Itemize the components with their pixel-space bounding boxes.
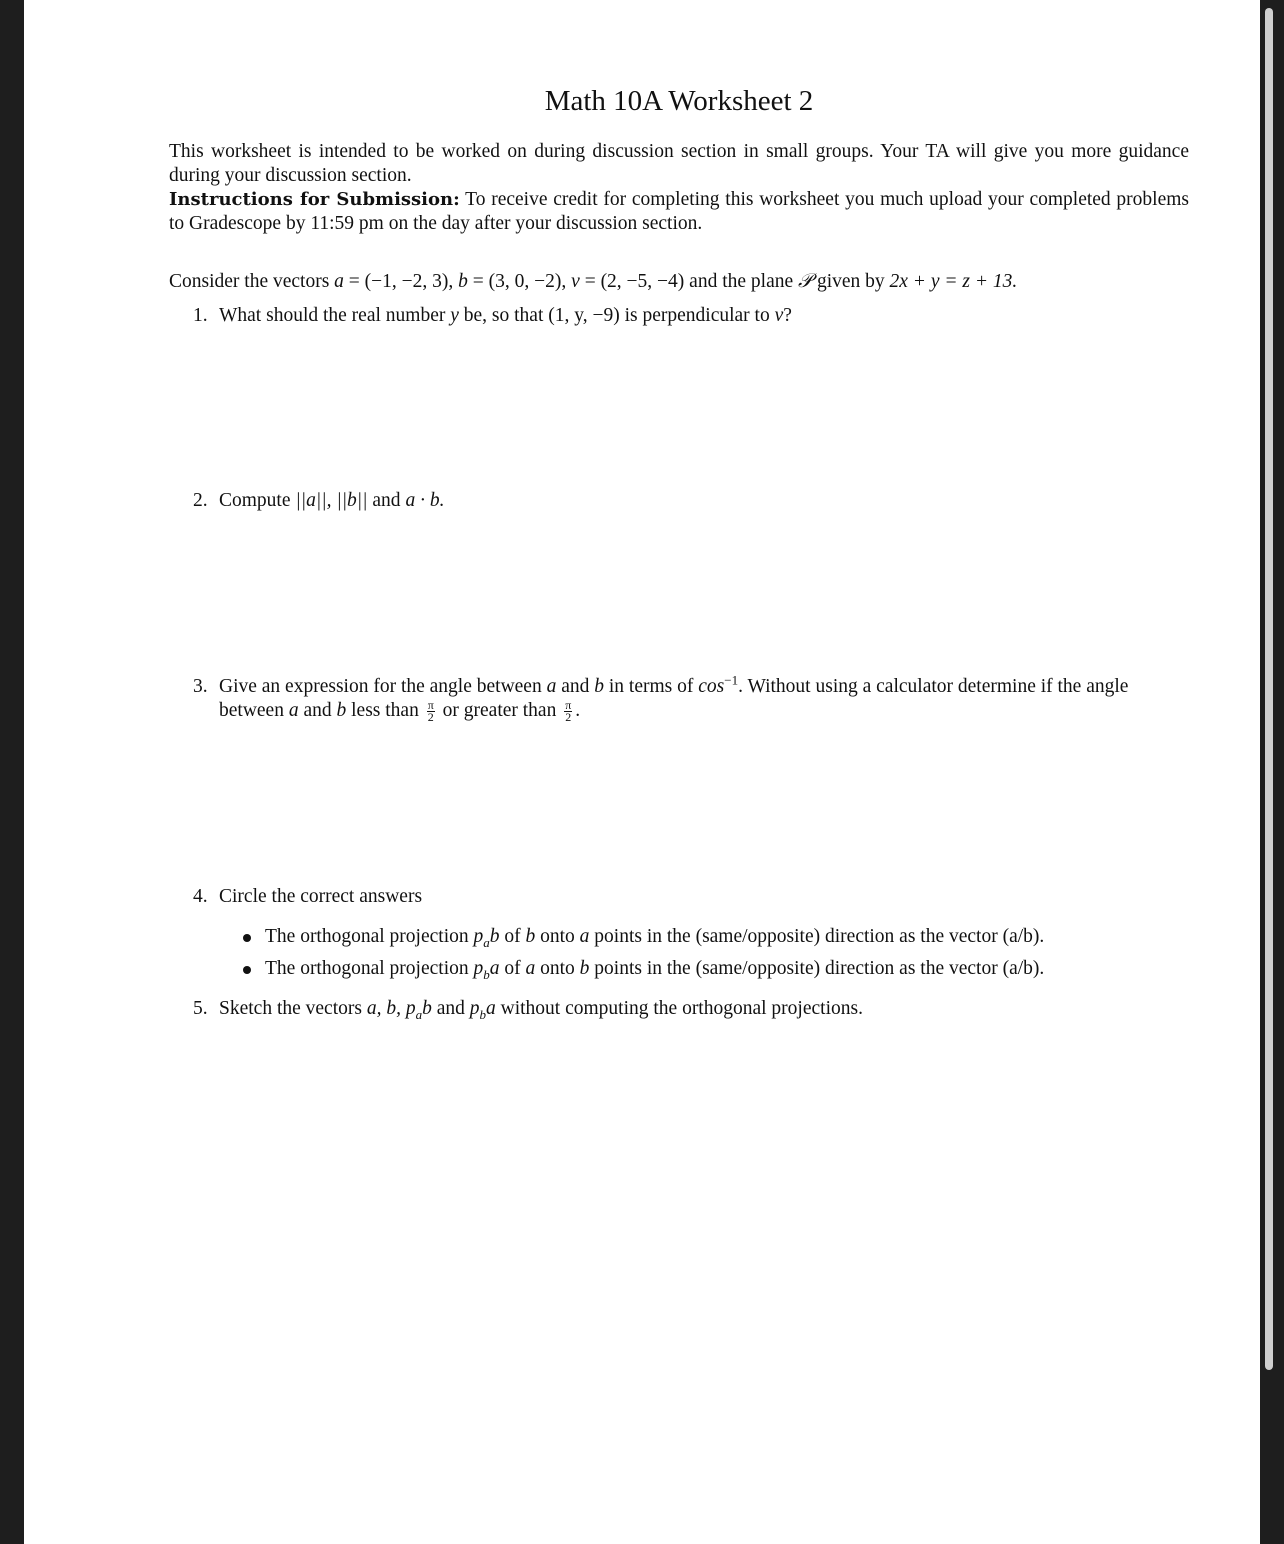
- math-var: a: [546, 676, 557, 697]
- problem-item: [169, 489, 1189, 675]
- vector-v-name: v: [571, 271, 580, 292]
- fraction-denominator: 2: [565, 710, 572, 725]
- math-subscript: a: [415, 1006, 423, 1022]
- math-subscript: a: [483, 934, 490, 950]
- problem-text: . Without using a calculator determine if the angle between: [219, 676, 1129, 721]
- fraction-numerator: π: [565, 698, 572, 713]
- intro-block: [169, 140, 1189, 236]
- problem-text: is perpendicular to: [624, 305, 770, 326]
- math-subscript: b: [479, 1006, 486, 1022]
- instructions-label: Instructions for Submission:: [169, 189, 460, 210]
- problem-item: [169, 997, 1189, 1021]
- intro-paragraph: This worksheet is intended to be worked on during discussion section in small groups. Your TA will give you more guidance during your discussion section.: [169, 141, 1189, 186]
- vector-a-name: a: [334, 271, 344, 292]
- math-cos: cos: [698, 676, 725, 697]
- vector-b-value: (3, 0, −2): [488, 271, 562, 292]
- answer-choice: (a/b).: [1002, 926, 1045, 947]
- problem-text: in terms of: [608, 676, 694, 697]
- punctuation: .: [575, 700, 581, 721]
- math-var: a: [486, 998, 496, 1019]
- problem-text: be, so that: [463, 305, 544, 326]
- math-proj: p: [473, 926, 484, 947]
- plane-equation: 2x + y = z + 13.: [889, 271, 1018, 292]
- problem-text: and: [303, 700, 332, 721]
- page-title: Math 10A Worksheet 2: [544, 85, 814, 117]
- answer-choice: (a/b).: [1002, 958, 1045, 979]
- vector-v-value: (2, −5, −4): [600, 271, 685, 292]
- problem-number: 2.: [193, 490, 208, 511]
- problem-text: without computing the orthogonal projections.: [500, 998, 863, 1019]
- math-exponent: −1: [724, 672, 739, 688]
- instructions-paragraph: [169, 188, 1189, 236]
- problem-text: Give an expression for the angle between: [219, 676, 542, 697]
- document-page: [24, 0, 1260, 1544]
- problem-number: 1.: [193, 305, 208, 326]
- problem-number: 4.: [193, 886, 208, 907]
- math-var: a: [489, 958, 500, 979]
- problem-text: What should the real number: [219, 305, 446, 326]
- consider-prefix: Consider the vectors: [169, 271, 330, 292]
- math-var: b: [579, 958, 590, 979]
- math-var: a: [288, 700, 299, 721]
- math-norm: ||a||,: [295, 490, 332, 511]
- vector-b-name: b: [458, 271, 468, 292]
- bullet-text: onto: [540, 958, 575, 979]
- bullet-text: points in the (same/opposite) direction as the vector: [594, 926, 998, 947]
- math-var: a: [579, 926, 590, 947]
- math-var: b: [594, 676, 604, 697]
- problem-item: [169, 885, 1189, 981]
- vector-a-value: (−1, −2, 3): [364, 271, 449, 292]
- math-subscript: b: [483, 966, 490, 982]
- bullet-item: [219, 925, 1189, 949]
- scrollbar-thumb[interactable]: [1265, 8, 1273, 1370]
- bullet-text: points in the (same/opposite) direction as the vector: [594, 958, 998, 979]
- problem-item: [169, 304, 1189, 489]
- problem-text: Sketch the vectors: [219, 998, 362, 1019]
- bullet-dot: [243, 934, 251, 942]
- fraction-pi-over-2: [564, 700, 572, 723]
- plane-name: 𝒫: [798, 271, 813, 292]
- math-norm: ||b||: [336, 490, 368, 511]
- bullet-text: The orthogonal projection: [265, 958, 469, 979]
- problem-text: Compute: [219, 490, 291, 511]
- bullet-dot: [243, 966, 251, 974]
- math-proj: p: [405, 998, 416, 1019]
- math-var: b: [422, 998, 432, 1019]
- problem-number: 5.: [193, 998, 208, 1019]
- math-var: a: [525, 958, 536, 979]
- problem-text: less than: [351, 700, 419, 721]
- bullet-list: [219, 925, 1189, 981]
- plane-text: and the plane: [689, 271, 794, 292]
- math-dot-product: a · b.: [405, 490, 445, 511]
- fraction-numerator: π: [427, 698, 434, 713]
- bullet-text: of: [504, 958, 521, 979]
- problem-number: 3.: [193, 676, 208, 697]
- punctuation: ?: [783, 305, 792, 326]
- math-proj: p: [473, 958, 484, 979]
- bullet-item: [219, 957, 1189, 981]
- problem-text: and: [372, 490, 401, 511]
- problem-text: and: [561, 676, 590, 697]
- problem-text: Circle the correct answers: [219, 886, 423, 907]
- math-var: b: [525, 926, 536, 947]
- bullet-text: onto: [540, 926, 575, 947]
- problem-item: [169, 672, 1189, 885]
- problem-text: or greater than: [442, 700, 557, 721]
- plane-given: given by: [816, 271, 885, 292]
- math-var-list: a, b,: [366, 998, 401, 1019]
- math-var: b: [336, 700, 347, 721]
- worksheet-content: [169, 84, 1189, 1021]
- math-proj: p: [469, 998, 480, 1019]
- math-var: y: [450, 305, 459, 326]
- math-vector: (1, y, −9): [548, 305, 620, 326]
- vectors-statement: Consider the vectors a = (−1, −2, 3), b = (3, 0, −2), v = (2, −5, −4) and the plane 𝒫 given by 2x + y = z + 13.: [169, 271, 1018, 292]
- bullet-text: The orthogonal projection: [265, 926, 469, 947]
- math-var: b: [489, 926, 500, 947]
- math-var: v: [774, 305, 784, 326]
- problem-list: [169, 304, 1189, 1021]
- fraction-pi-over-2: [427, 700, 435, 723]
- instructions-text: To receive credit for completing this worksheet you much upload your completed problems to Gradescope by 11:59 pm on the day after your discussion section.: [169, 189, 1189, 234]
- fraction-denominator: 2: [427, 710, 434, 725]
- problem-text: and: [436, 998, 465, 1019]
- bullet-text: of: [504, 926, 521, 947]
